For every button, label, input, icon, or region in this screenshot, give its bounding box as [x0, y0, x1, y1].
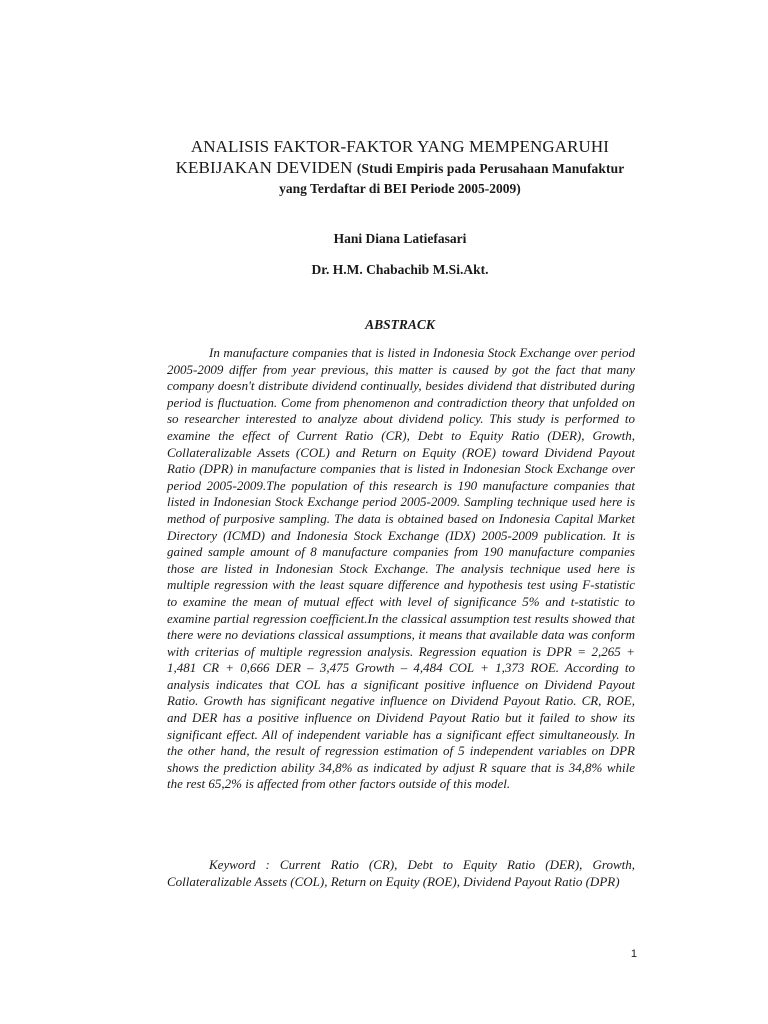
abstract-body: In manufacture companies that is listed in Indonesia Stock Exchange over period 2005-2009 differ from year previous, this matter is caused by got the fact that many company doesn't distribute dividend continually, besides dividend that distributed during period is fluctuation. Come from phenomenon and contradiction theory that unfolded on so researcher interested to analyze about dividend policy. This study is performed to examine the effect of Current Ratio (CR), Debt to Equity Ratio (DER), Growth, Collateralizable Assets (COL) and Return on Equity (ROE) toward Dividend Payout Ratio (DPR) in manufacture companies that is listed in Indonesian Stock Exchange over period 2005-2009.The population of this research is 190 manufacture companies that listed in Indonesian Stock Exchange period 2005-2009. Sampling technique used here is method of purposive sampling. The data is obtained based on Indonesia Capital Market Directory (ICMD) and Indonesia Stock Exchange (IDX) 2005-2009 publication. It is gained sample amount of 8 manufacture companies from 190 manufacture companies those are listed in Indonesian Stock Exchange. The analysis technique used here is multiple regression with the least square difference and hypothesis test using F-statistic to examine the mean of mutual effect with level of significance 5% and t-statistic to examine partial regression coefficient.In the classical assumption test results showed that there were no deviations classical assumptions, it means that available data was conform with criterias of multiple regression analysis. Regression equation is DPR = 2,265 + 1,481 CR + 0,666 DER – 3,475 Growth – 4,484 COL + 1,373 ROE. According to analysis indicates that COL has a significant positive influence on Dividend Payout Ratio. Growth has significant negative influence on Dividend Payout Ratio. CR, ROE, and DER has a positive influence on Dividend Payout Ratio but it failed to show its significant effect. All of independent variable has a significant effect simultaneously. In the other hand, the result of regression estimation of 5 independent variables on DPR shows the prediction ability 34,8% as indicated by adjust R square that is 34,8% while the rest 65,2% is affected from other factors outside of this model.: [167, 345, 635, 792]
keywords-paragraph: Keyword : Current Ratio (CR), Debt to Equity Ratio (DER), Growth, Collateralizable Assets (COL), Return on Equity (ROE), Dividend Payout Ratio (DPR): [167, 857, 635, 889]
author-name-1: Hani Diana Latiefasari: [333, 231, 467, 246]
paper-title: [120, 136, 680, 198]
author-name-2: Dr. H.M. Chabachib M.Si.Akt.: [311, 262, 489, 277]
page-number: 1: [630, 948, 637, 960]
title-line-1: ANALISIS FAKTOR-FAKTOR YANG MEMPENGARUHI: [190, 137, 610, 156]
title-main-part: KEBIJAKAN DEVIDEN: [175, 158, 353, 177]
title-subtitle-part1: (Studi Empiris pada Perusahaan Manufaktur: [356, 161, 625, 176]
title-subtitle-part2: yang Terdaftar di BEI Periode 2005-2009): [279, 181, 521, 196]
abstract-heading: ABSTRACK: [365, 317, 435, 332]
title-line-2: [120, 157, 680, 179]
